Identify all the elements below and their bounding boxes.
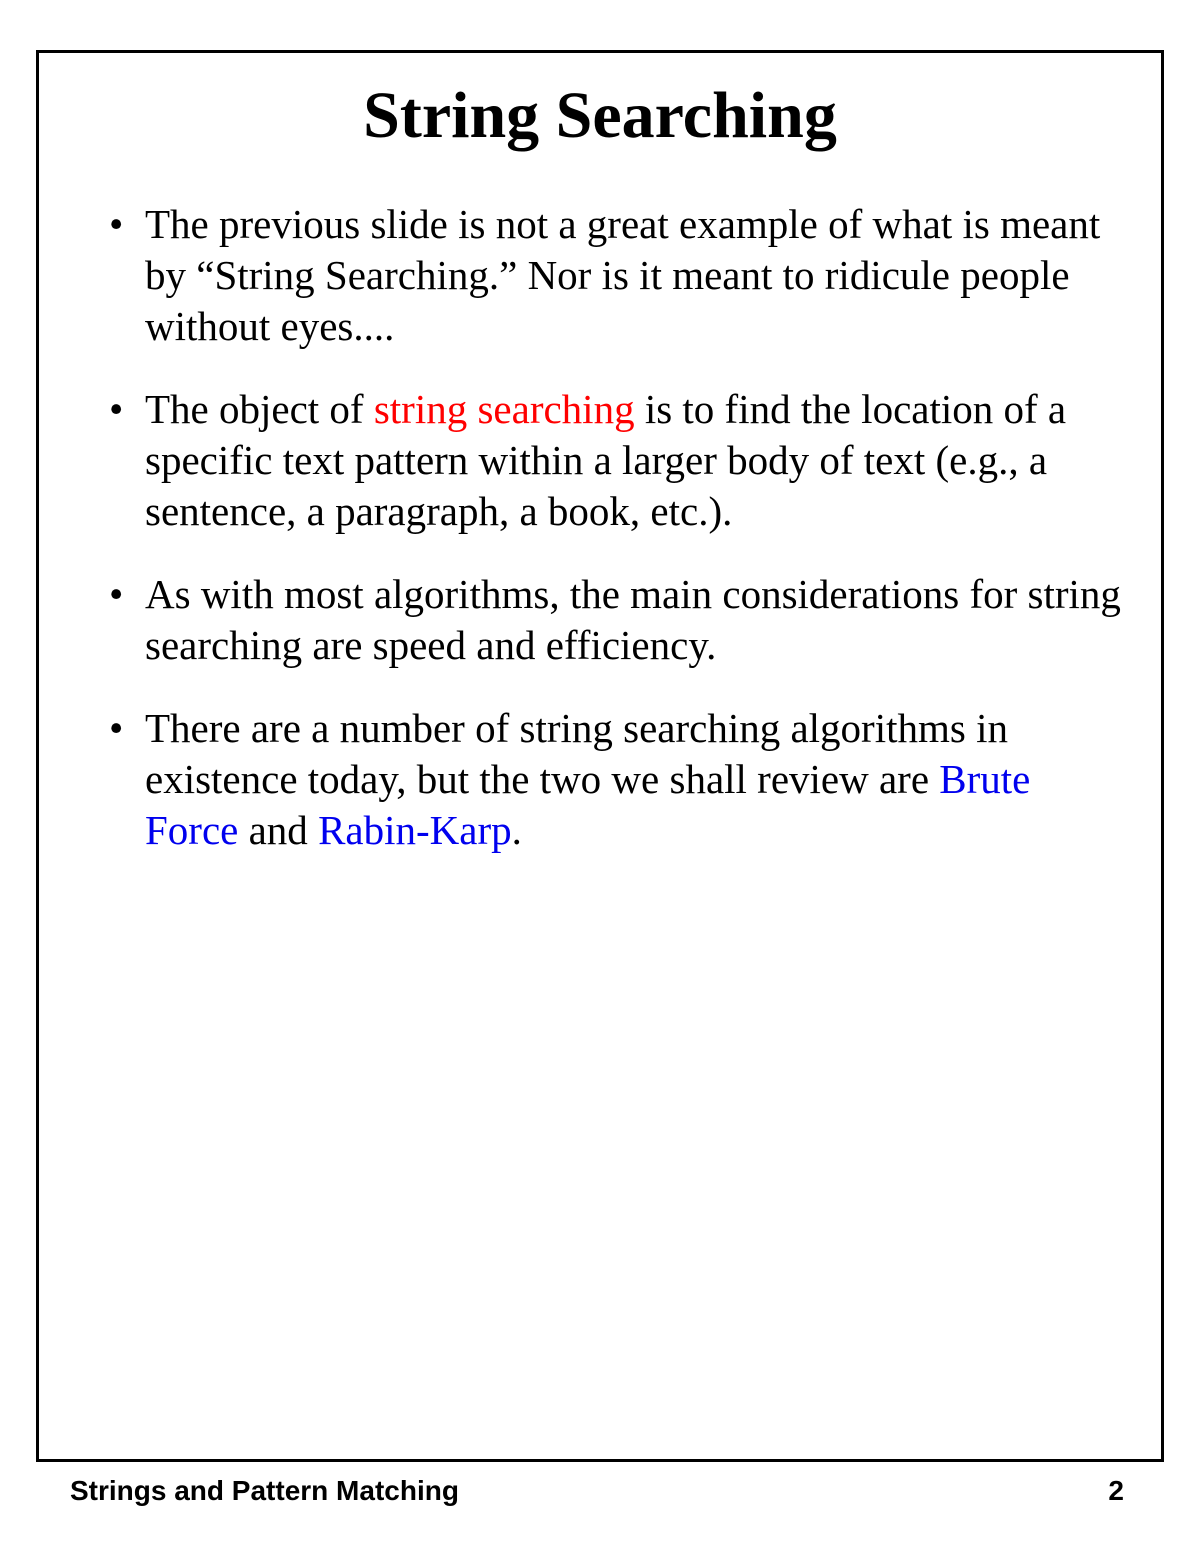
bullet-icon: •: [109, 705, 124, 751]
bullet-list: [109, 199, 1129, 888]
bullet-icon: •: [109, 571, 124, 617]
slide-title: String Searching: [363, 79, 837, 152]
highlight-string-searching: string searching: [373, 386, 635, 432]
page-number: 2: [1108, 1475, 1124, 1506]
bullet-text-post: is to find the location of a specific text pattern within a larger body of text (e.g., a sentence, a paragraph, a book, etc.).: [145, 386, 1067, 534]
bullet-text-post: .: [511, 807, 522, 853]
bullet-icon: •: [109, 201, 124, 247]
bullet-item-3: [109, 569, 1129, 671]
bullet-text-mid: and: [238, 807, 319, 853]
bullet-text: The previous slide is not a great example of what is meant by “String Searching.” Nor is it meant to ridicule people without eyes....: [145, 201, 1101, 349]
bullet-text-pre: The object of: [145, 386, 374, 432]
term-brute-force: Brute Force: [145, 756, 1031, 853]
bullet-text-pre: There are a number of string searching algorithms in existence today, but the two we shall review are: [145, 705, 1008, 802]
footer-title: Strings and Pattern Matching: [70, 1475, 459, 1506]
bullet-icon: •: [109, 386, 124, 432]
bullet-text: As with most algorithms, the main considerations for string searching are speed and efficiency.: [145, 571, 1121, 668]
bullet-item-4: [109, 703, 1129, 856]
term-rabin-karp: Rabin-Karp: [318, 807, 512, 853]
bullet-item-1: [109, 199, 1129, 352]
bullet-item-2: [109, 384, 1129, 537]
slide-frame: [36, 50, 1164, 1462]
